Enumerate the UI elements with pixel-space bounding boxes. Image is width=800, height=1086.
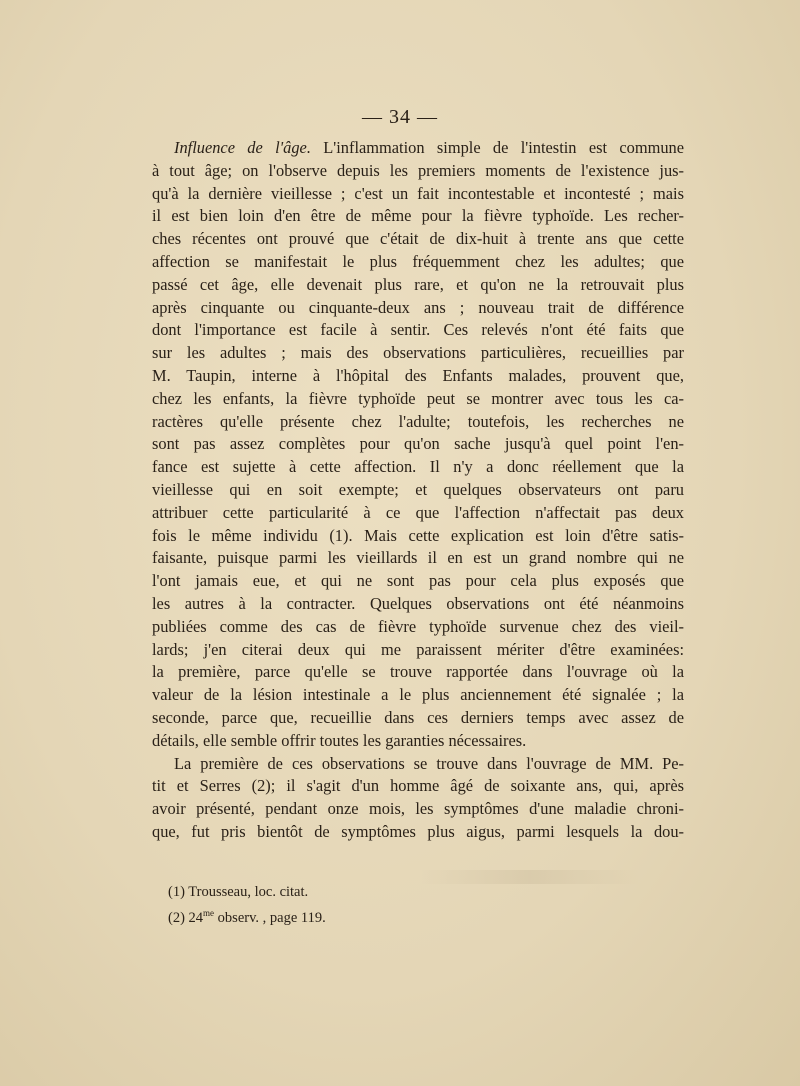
text-line: M. Taupin, interne à l'hôpital des Enfants malades, prouvent que, [152,365,684,385]
section-lead: Influence de l'âge. [174,138,311,157]
footnote-2: (2) $24^{me}$ observ. , page 119. [168,908,326,926]
text-line: avoir présenté, pendant onze mois, les symptômes d'une maladie chroni- [152,799,684,819]
text-line: l'ont jamais eue, et qui ne sont pas pour cela plus exposés que [152,571,684,591]
text-line: après cinquante ou cinquante-deux ans ; nouveau trait de différence [152,297,684,317]
text-line: faisante, puisque parmi les vieillards il en est un grand nombre qui ne [152,548,684,568]
text-line: ractères qu'elle présente chez l'adulte; toutefois, les recherches ne [152,411,684,431]
text-line: ches récentes ont prouvé que c'était de dix-huit à trente ans que cette [152,229,684,249]
text-line: qu'à la dernière vieillesse ; c'est un fait incontestable et incontesté ; mais [152,183,684,203]
text-line: La première de ces observations se trouve dans l'ouvrage de MM. Pe- [174,753,684,773]
text-line: sur les adultes ; mais des observations particulières, recueillies par [152,343,684,363]
text-line: détails, elle semble offrir toutes les garanties nécessaires. [152,730,527,750]
footnote-1: (1) Trousseau, loc. citat. [168,884,309,900]
text-line: la première, parce qu'elle se trouve rapportée dans l'ouvrage où la [152,662,684,682]
text-line: publiées comme des cas de fièvre typhoïde survenue chez des vieil- [152,616,684,636]
text-line: il est bien loin d'en être de même pour la fièvre typhoïde. Les recher- [152,206,684,226]
page-number: — 34 — [362,106,438,128]
text-line: attribuer cette particularité à ce que l'affection n'affectait pas deux [152,502,684,522]
text-line: dont l'importance est facile à sentir. Ces relevés n'ont été faits que [152,320,684,340]
text-line: valeur de la lésion intestinale a le plus anciennement été signalée ; la [152,685,684,705]
text-line: seconde, parce que, recueillie dans ces derniers temps avec assez de [152,707,684,727]
text-line: tit et Serres (2); il s'agit d'un homme âgé de soixante ans, qui, après [152,776,684,796]
text-line: chez les enfants, la fièvre typhoïde peut se montrer avec tous les ca- [152,388,684,408]
text-line: lards; j'en citerai deux qui me paraissent mériter d'être examinées: [152,639,684,659]
text-line: que, fut pris bientôt de symptômes plus aigus, parmi lesquels la dou- [152,821,684,841]
footnotes [168,882,668,924]
text-line: fance est sujette à cette affection. Il n'y a donc réellement que la [152,457,684,477]
text-line: Influence de l'âge. L'inflammation simple de l'intestin est commune [174,138,684,157]
text-line: passé cet âge, elle devenait plus rare, et qu'on ne la retrouvait plus [152,274,684,294]
text-line: fois le même individu (1). Mais cette explication est loin d'être satis- [152,525,684,545]
text-line: sont pas assez complètes pour qu'on sache jusqu'à quel point l'en- [152,434,684,454]
text-line: affection se manifestait le plus fréquemment chez les adultes; que [152,251,684,271]
text-line: à tout âge; on l'observe depuis les premiers moments de l'existence jus- [152,160,684,180]
body-text [152,137,684,844]
text-line: vieillesse qui en soit exempte; et quelques observateurs ont paru [152,479,684,499]
text-line: les autres à la contracter. Quelques observations ont été néanmoins [152,593,684,613]
